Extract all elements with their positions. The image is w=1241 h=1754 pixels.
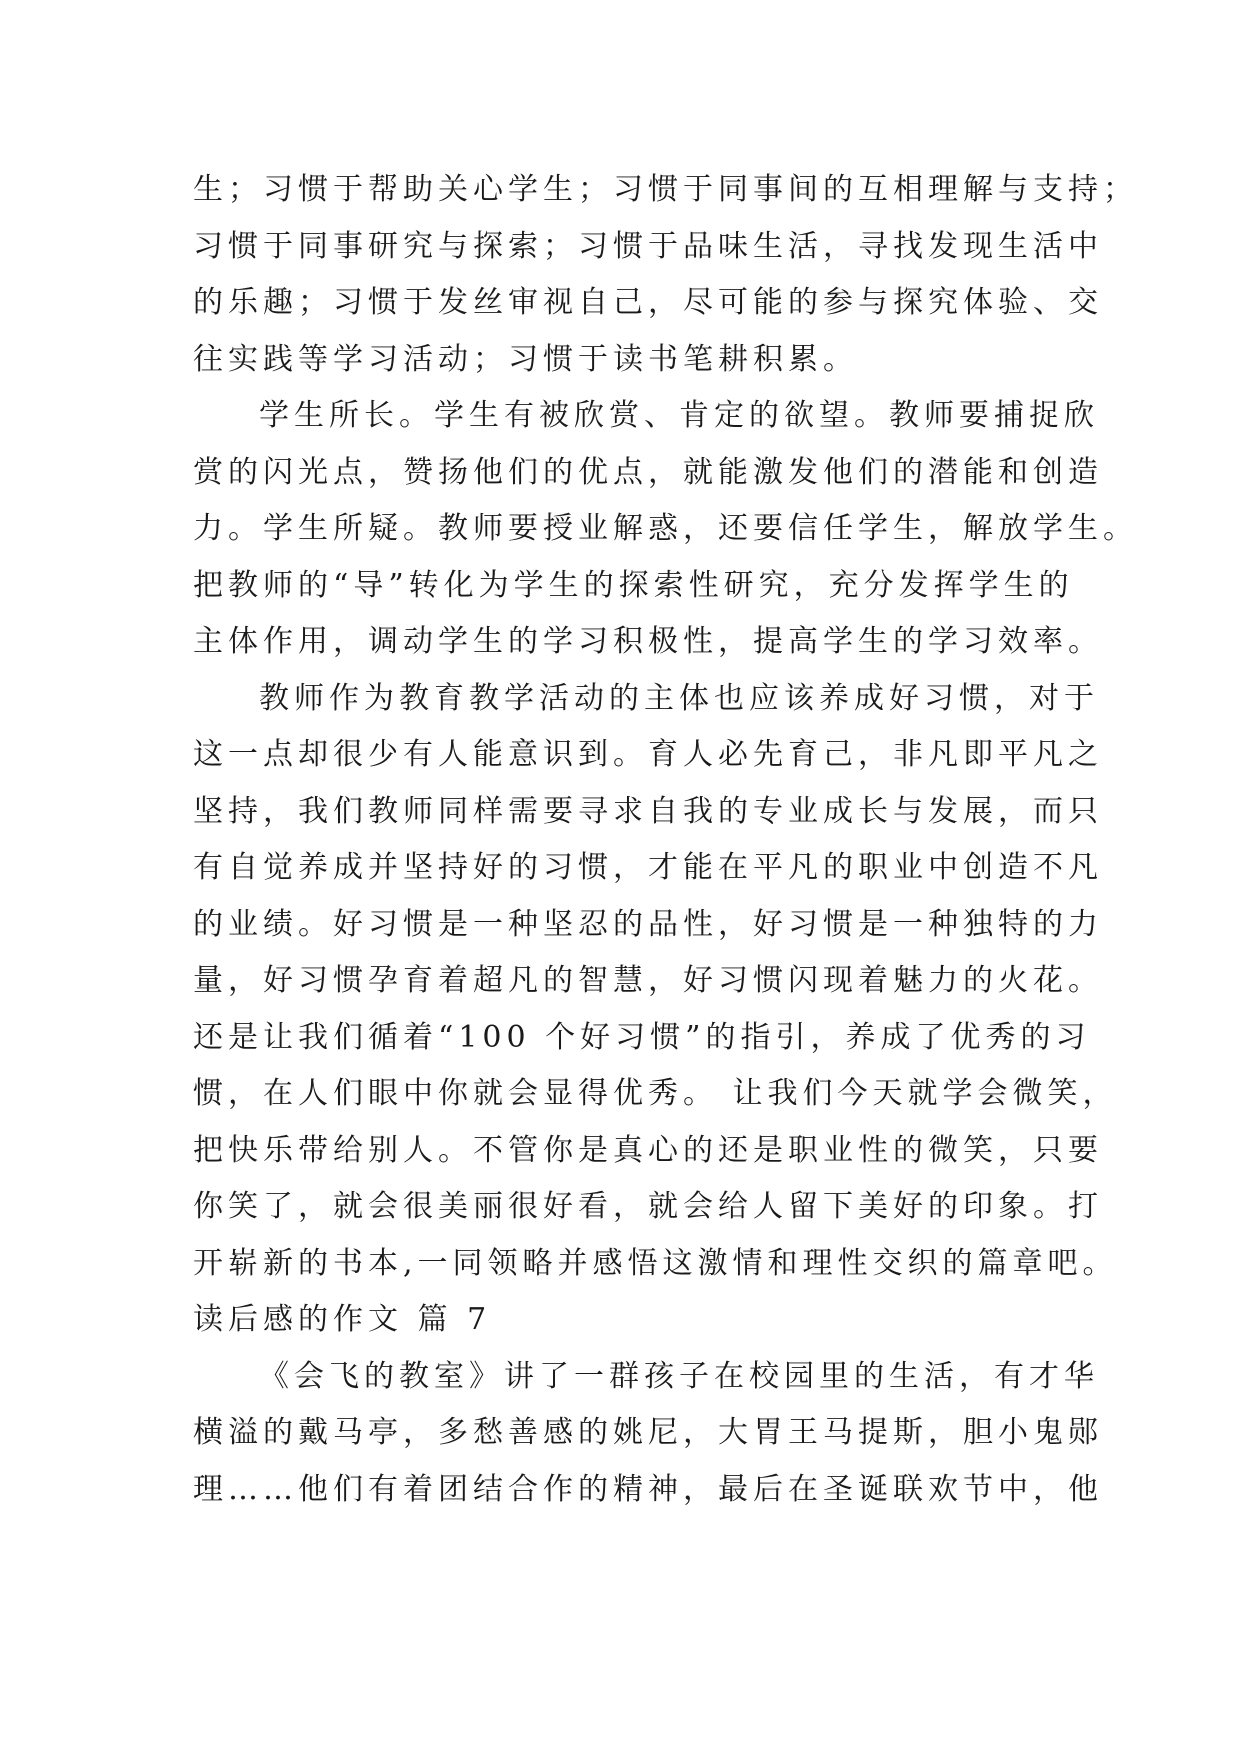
text-line: 开崭新的书本,一同领略并感悟这激情和理性交织的篇章吧。 — [193, 1245, 1118, 1281]
text-line: 惯，在人们眼中你就会显得优秀。 让我们今天就学会微笑， — [193, 1076, 1118, 1111]
text-line: 有自觉养成并坚持好的习惯，才能在平凡的职业中创造不凡 — [193, 850, 1103, 885]
text-line: 的乐趣；习惯于发丝审视自己，尽可能的参与探究体验、交 — [193, 285, 1103, 320]
paragraph-first-line: 学生所长。学生有被欣赏、肯定的欲望。教师要捕捉欣 — [259, 398, 1099, 433]
text-line: 读后感的作文 篇 7 — [193, 1302, 492, 1337]
text-line: 往实践等学习活动；习惯于读书笔耕积累。 — [193, 341, 858, 377]
text-line: 生；习惯于帮助关心学生；习惯于同事间的互相理解与支持； — [193, 172, 1138, 207]
text-line: 习惯于同事研究与探索；习惯于品味生活，寻找发现生活中 — [193, 228, 1103, 264]
text-line: 坚持，我们教师同样需要寻求自我的专业成长与发展，而只 — [193, 793, 1103, 829]
text-line: 把教师的“导”转化为学生的探索性研究，充分发挥学生的 — [193, 567, 1074, 603]
text-line: 理……他们有着团结合作的精神，最后在圣诞联欢节中，他 — [193, 1471, 1103, 1507]
text-line: 力。学生所疑。教师要授业解惑，还要信任学生，解放学生。 — [193, 511, 1138, 546]
paragraph-first-line: 教师作为教育教学活动的主体也应该养成好习惯，对于 — [259, 680, 1099, 716]
text-line: 主体作用，调动学生的学习积极性，提高学生的学习效率。 — [193, 624, 1103, 659]
text-line: 赏的闪光点，赞扬他们的优点，就能激发他们的潜能和创造 — [193, 454, 1103, 490]
text-line: 横溢的戴马亭，多愁善感的姚尼，大胃王马提斯，胆小鬼郧 — [193, 1415, 1103, 1450]
document-body — [193, 162, 1138, 1518]
text-line: 量，好习惯孕育着超凡的智慧，好习惯闪现着魅力的火花。 — [193, 963, 1103, 998]
text-line: 这一点却很少有人能意识到。育人必先育己，非凡即平凡之 — [193, 737, 1103, 772]
text-line: 的业绩。好习惯是一种坚忍的品性，好习惯是一种独特的力 — [193, 906, 1103, 942]
text-line: 你笑了，就会很美丽很好看，就会给人留下美好的印象。打 — [193, 1189, 1103, 1224]
text-line: 把快乐带给别人。不管你是真心的还是职业性的微笑，只要 — [193, 1132, 1103, 1168]
text-line: 还是让我们循着“100 个好习惯”的指引，养成了优秀的习 — [193, 1019, 1091, 1055]
paragraph-first-line: 《会飞的教室》讲了一群孩子在校园里的生活，有才华 — [259, 1358, 1099, 1394]
